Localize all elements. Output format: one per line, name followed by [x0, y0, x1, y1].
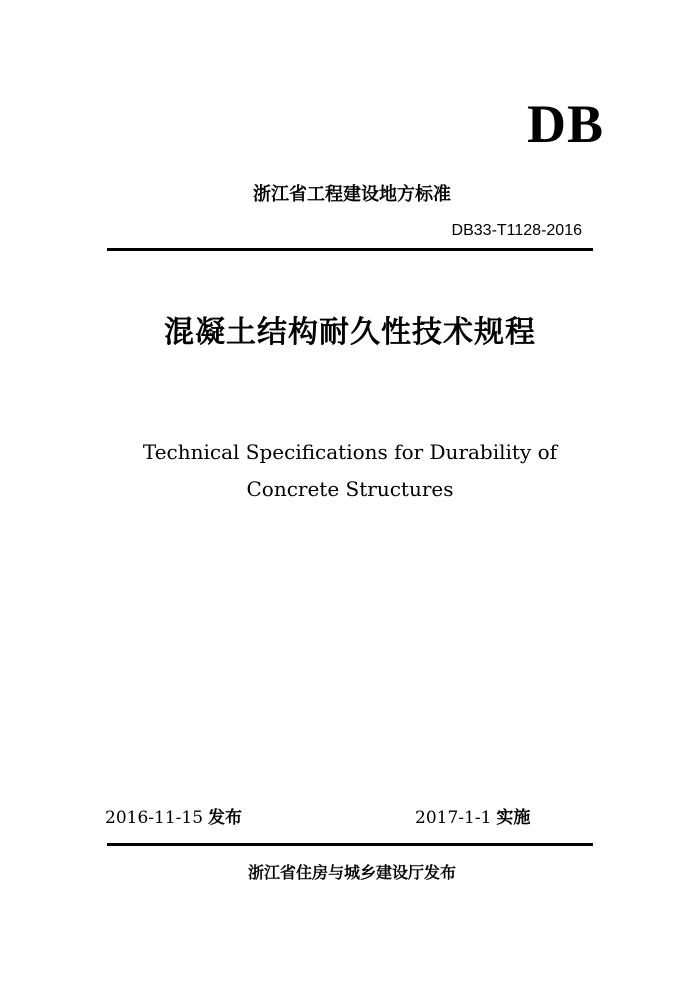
release-label: 发布 — [208, 808, 243, 828]
release-date: 2016-11-15 — [105, 808, 204, 828]
standard-number: DB33-T1128-2016 — [451, 222, 582, 239]
bottom-divider — [107, 843, 593, 846]
standard-category: 浙江省工程建设地方标准 — [253, 184, 451, 205]
publisher: 浙江省住房与城乡建设厅发布 — [247, 863, 456, 882]
implementation-label: 实施 — [496, 808, 531, 828]
implementation-date: 2017-1-1 — [415, 808, 492, 828]
db-mark: DB — [526, 94, 604, 154]
top-divider — [107, 248, 593, 251]
release-date-block — [105, 806, 242, 830]
title-english-line-1: Technical Specifications for Durability of — [142, 440, 558, 464]
title-english-line-2: Concrete Structures — [246, 477, 454, 501]
title-chinese: 混凝土结构耐久性技术规程 — [164, 315, 536, 350]
implementation-date-block — [415, 806, 530, 830]
